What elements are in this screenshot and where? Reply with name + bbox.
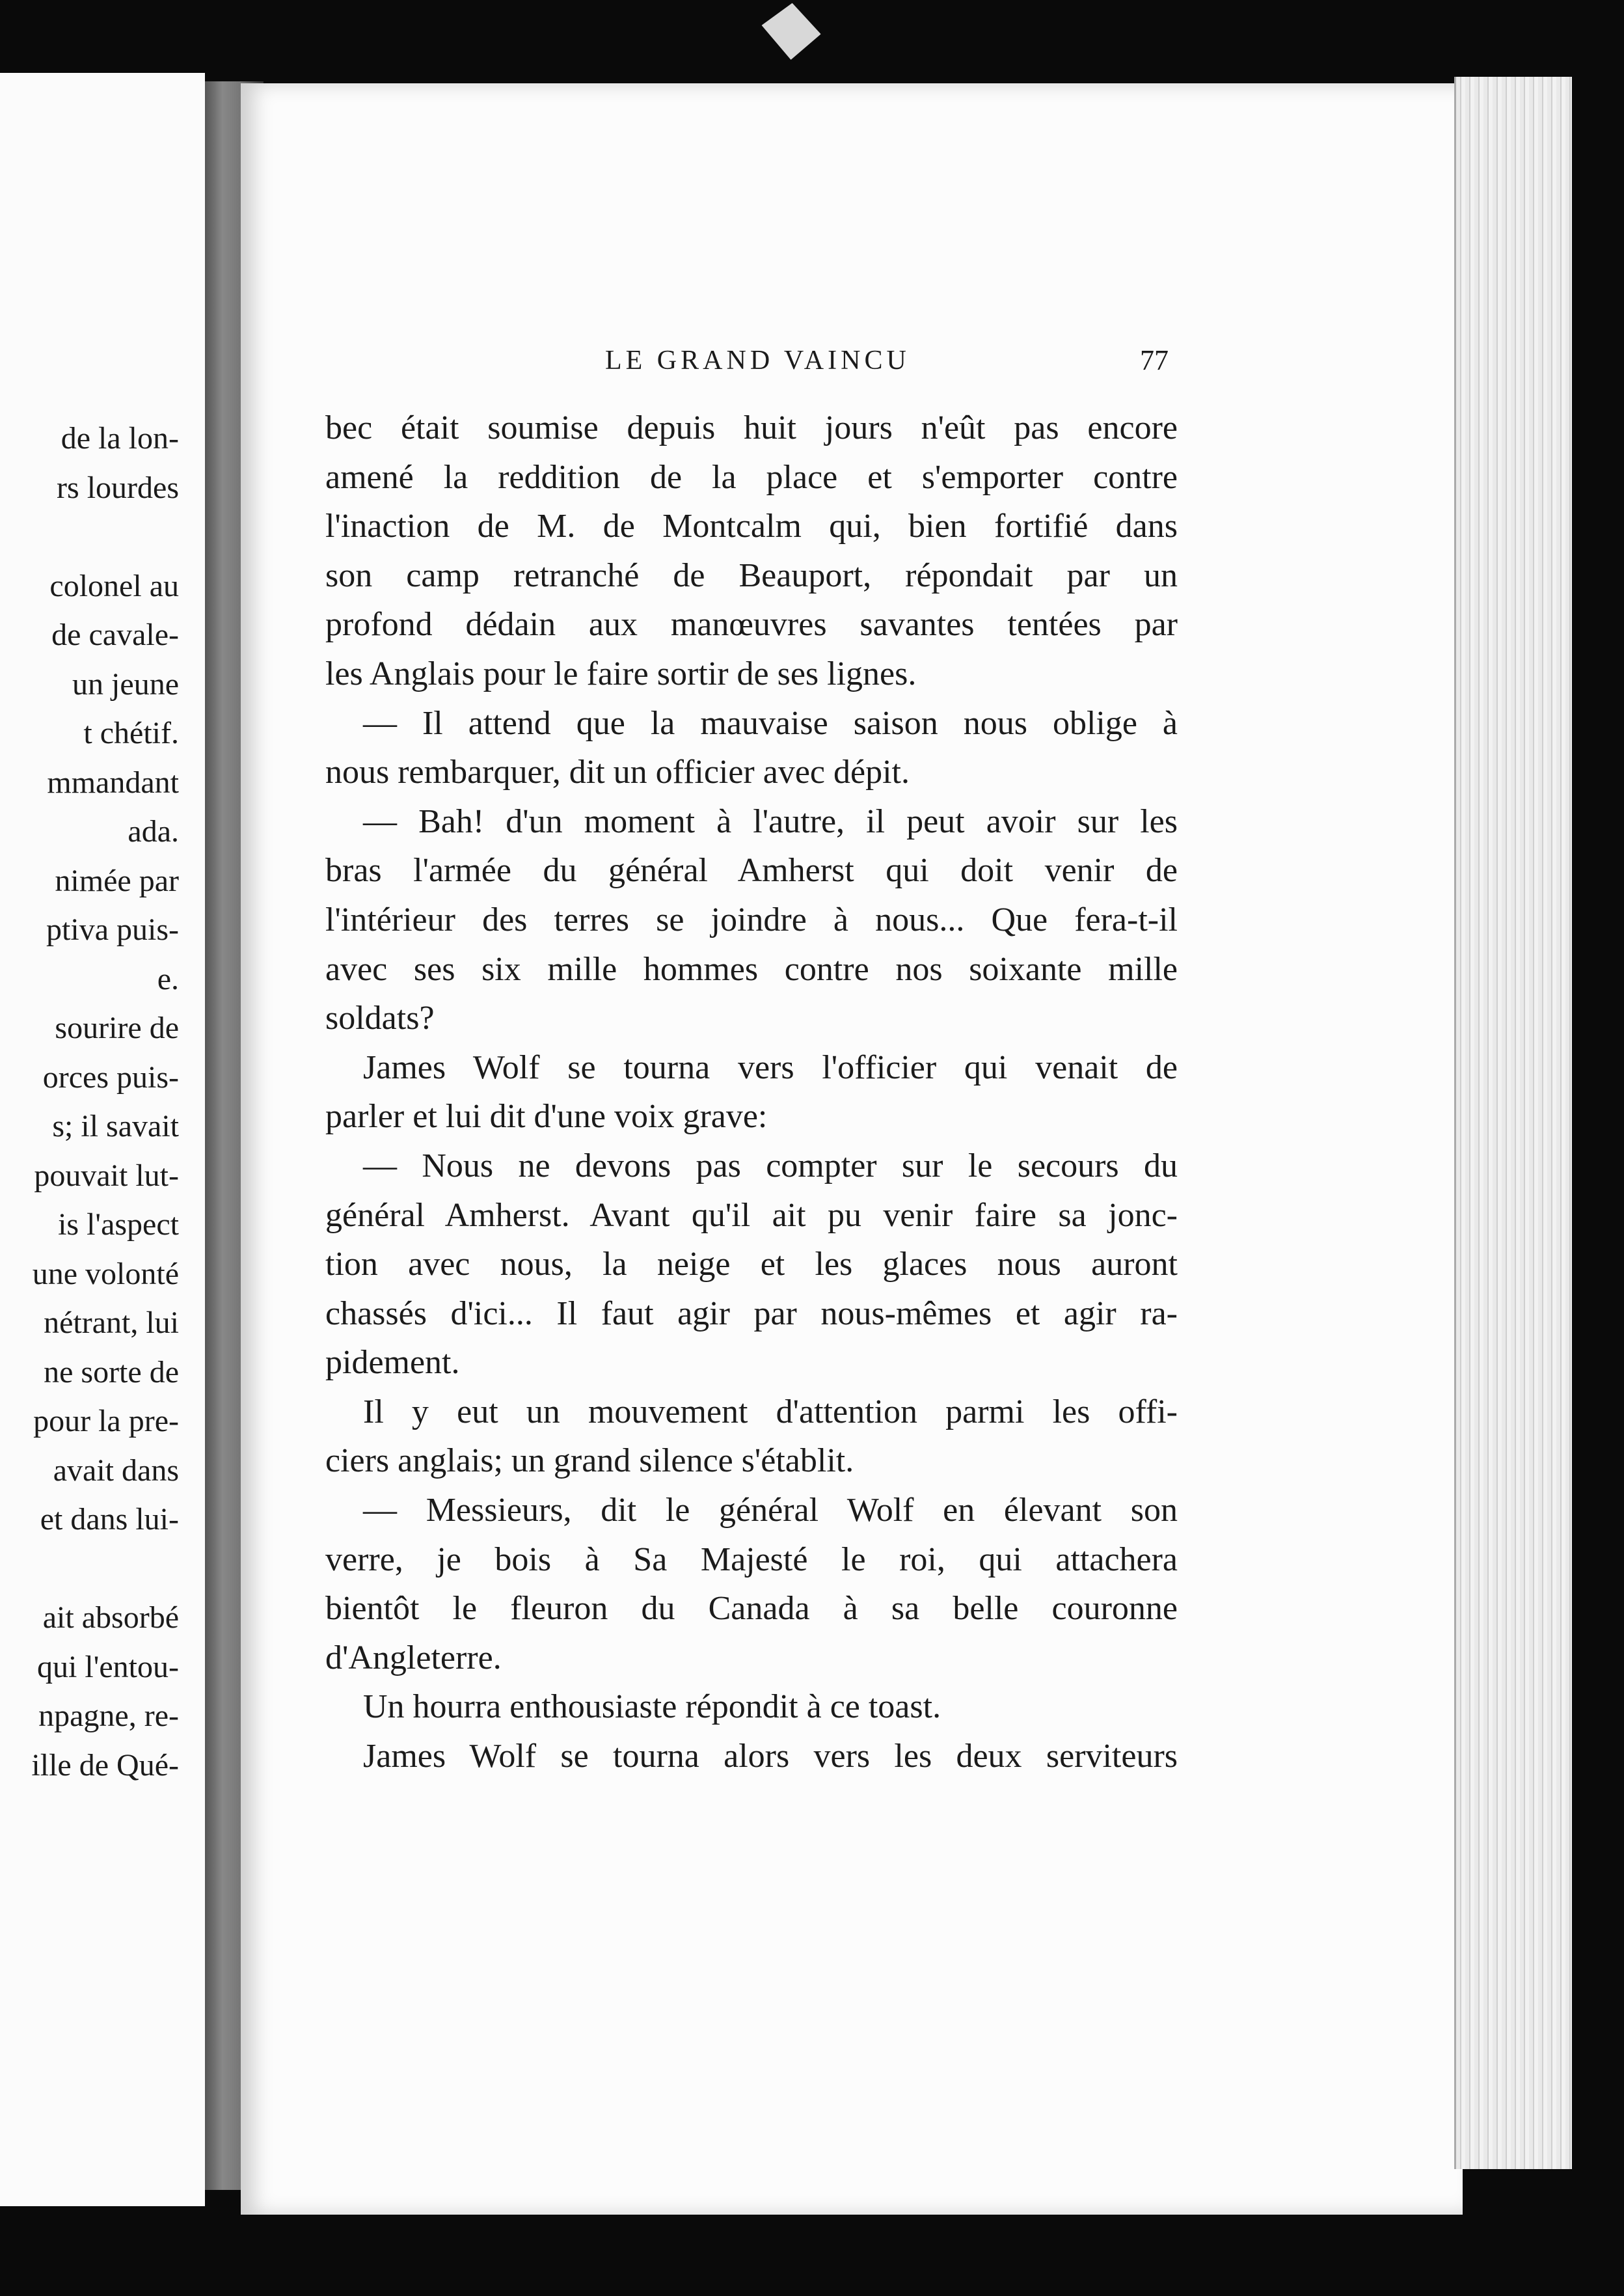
text-line: son camp retranché de Beauport, répondait par un bbox=[325, 556, 1178, 594]
text-line: James Wolf se tourna vers l'officier qui venait de bbox=[363, 1048, 1178, 1086]
text-line: bientôt le fleuron du Canada à sa belle couronne bbox=[325, 1590, 1178, 1628]
text-line: profond dédain aux manœuvres savantes tentées par bbox=[325, 606, 1178, 644]
previous-page-line: orces puis- bbox=[42, 1059, 179, 1095]
text-line: verre, je bois à Sa Majesté le roi, qui attachera bbox=[325, 1540, 1178, 1578]
previous-page-line: is l'aspect bbox=[58, 1207, 179, 1242]
text-line: — Nous ne devons pas compter sur le secours du bbox=[363, 1147, 1178, 1184]
previous-page-line: pouvait lut- bbox=[34, 1158, 179, 1193]
previous-page-line: de la lon- bbox=[61, 421, 179, 456]
previous-page-line: ait absorbé bbox=[42, 1600, 179, 1635]
previous-page-line bbox=[0, 512, 179, 562]
text-line: général Amherst. Avant qu'il ait pu venir faire sa jonc- bbox=[325, 1196, 1178, 1234]
text-line: — Messieurs, dit le général Wolf en élevant son bbox=[363, 1492, 1178, 1529]
text-line: l'inaction de M. de Montcalm qui, bien fortifié dans bbox=[325, 508, 1178, 545]
text-line: Un hourra enthousiaste répondit à ce toast. bbox=[363, 1688, 941, 1726]
previous-page-text bbox=[0, 414, 179, 1790]
previous-page-line: ille de Qué- bbox=[31, 1747, 179, 1783]
running-head: LE GRAND VAINCU bbox=[605, 346, 910, 376]
text-line: bec était soumise depuis huit jours n'eût pas encore bbox=[325, 409, 1178, 446]
previous-page-line: mmandant bbox=[47, 765, 179, 800]
text-line: d'Angleterre. bbox=[325, 1639, 502, 1676]
text-line: tion avec nous, la neige et les glaces nous auront bbox=[325, 1246, 1178, 1283]
previous-page-line: colonel au bbox=[49, 568, 179, 603]
text-line: amené la reddition de la place et s'emporter contre bbox=[325, 458, 1178, 496]
text-line: pidement. bbox=[325, 1344, 460, 1382]
previous-page-line: un jeune bbox=[72, 666, 179, 702]
previous-page-line: e. bbox=[157, 961, 179, 996]
previous-page-line: nimée par bbox=[55, 863, 179, 898]
previous-page-line: de cavale- bbox=[51, 618, 179, 652]
page-edges bbox=[1454, 77, 1572, 2169]
previous-page-line: ne sorte de bbox=[44, 1354, 179, 1389]
page-body-text bbox=[325, 403, 1178, 1781]
previous-page-line bbox=[0, 1544, 179, 1594]
text-line: soldats? bbox=[325, 1000, 435, 1037]
previous-page-line: nétrant, lui bbox=[44, 1305, 179, 1340]
previous-page-line: rs lourdes bbox=[57, 470, 179, 505]
text-line: l'intérieur des terres se joindre à nous... Que fera-t-il bbox=[325, 901, 1178, 938]
text-line: nous rembarquer, dit un officier avec dépit. bbox=[325, 754, 910, 791]
previous-page-line: qui l'entou- bbox=[37, 1649, 179, 1684]
previous-page-line: ptiva puis- bbox=[46, 912, 179, 947]
text-line: — Bah! d'un moment à l'autre, il peut avoir sur les bbox=[363, 802, 1178, 840]
text-line: Il y eut un mouvement d'attention parmi les offi- bbox=[363, 1393, 1178, 1430]
page-number: 77 bbox=[1140, 344, 1169, 376]
previous-page bbox=[0, 73, 205, 2206]
previous-page-line: sourire de bbox=[55, 1011, 179, 1045]
text-line: parler et lui dit d'une voix grave: bbox=[325, 1098, 768, 1136]
previous-page-line: une volonté bbox=[32, 1256, 179, 1291]
text-line: James Wolf se tourna alors vers les deux serviteurs bbox=[363, 1738, 1178, 1775]
text-line: ciers anglais; un grand silence s'établit. bbox=[325, 1442, 854, 1480]
text-line: avec ses six mille hommes contre nos soixante mille bbox=[325, 950, 1178, 988]
previous-page-line: t chétif. bbox=[83, 716, 179, 750]
previous-page-line: et dans lui- bbox=[40, 1502, 179, 1537]
text-line: chassés d'ici... Il faut agir par nous-mêmes et agir ra- bbox=[325, 1294, 1178, 1332]
previous-page-line: ada. bbox=[128, 814, 179, 849]
scan-artifact bbox=[756, 0, 825, 64]
previous-page-line: pour la pre- bbox=[33, 1404, 179, 1438]
text-line: — Il attend que la mauvaise saison nous oblige à bbox=[363, 704, 1178, 742]
text-line: les Anglais pour le faire sortir de ses lignes. bbox=[325, 655, 917, 692]
text-line: bras l'armée du général Amherst qui doit venir de bbox=[325, 852, 1178, 890]
previous-page-line: avait dans bbox=[53, 1453, 179, 1488]
previous-page-line: npagne, re- bbox=[38, 1699, 179, 1733]
previous-page-line: s; il savait bbox=[52, 1109, 179, 1143]
